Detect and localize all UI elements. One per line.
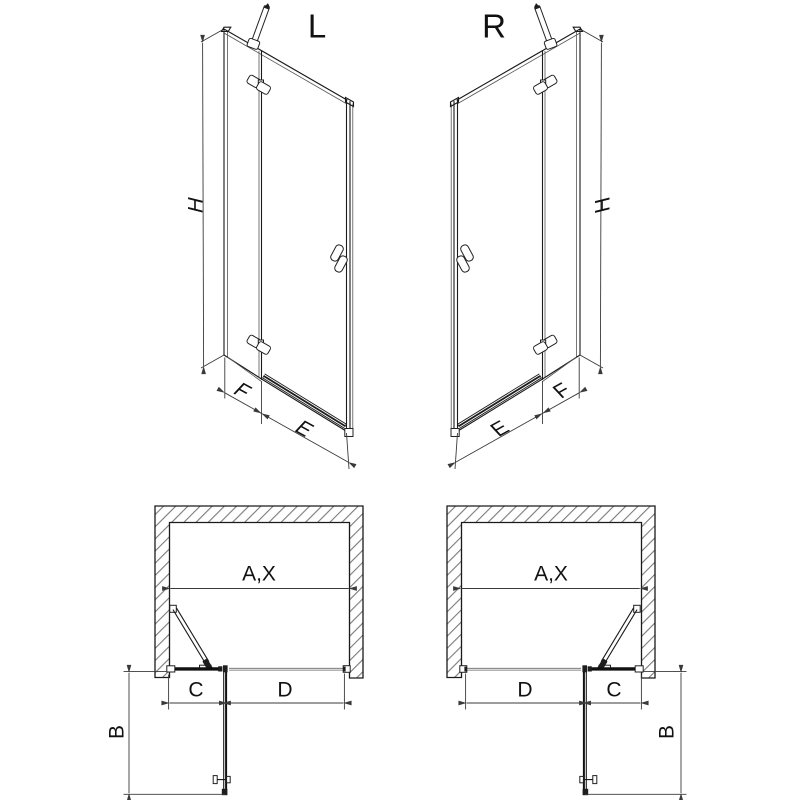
projection-label-right: B [655, 724, 679, 740]
fixed-segment-label-right: C [606, 678, 622, 702]
door-width-label-right: E [485, 416, 515, 442]
projection-label-left: B [105, 724, 129, 740]
plan-walls-right [447, 506, 655, 678]
fixed-width-label-right: F [548, 379, 576, 403]
door-segment-label-right: D [517, 678, 533, 702]
variant-label-left: L [307, 7, 327, 45]
fixed-width-label-left: F [228, 379, 256, 403]
shower-3d-left [201, 1, 354, 469]
door-width-label-left: E [289, 416, 319, 442]
opening-width-label-left: A,X [242, 562, 276, 586]
opening-width-label-right: A,X [534, 562, 568, 586]
door-segment-label-left: D [277, 678, 293, 702]
plan-walls-left [155, 506, 363, 678]
variant-label-right: R [482, 7, 506, 45]
shower-3d-right [451, 1, 604, 469]
height-dimension-label-left: H [184, 194, 208, 216]
fixed-segment-label-left: C [188, 678, 204, 702]
height-dimension-label-right: H [591, 194, 615, 216]
